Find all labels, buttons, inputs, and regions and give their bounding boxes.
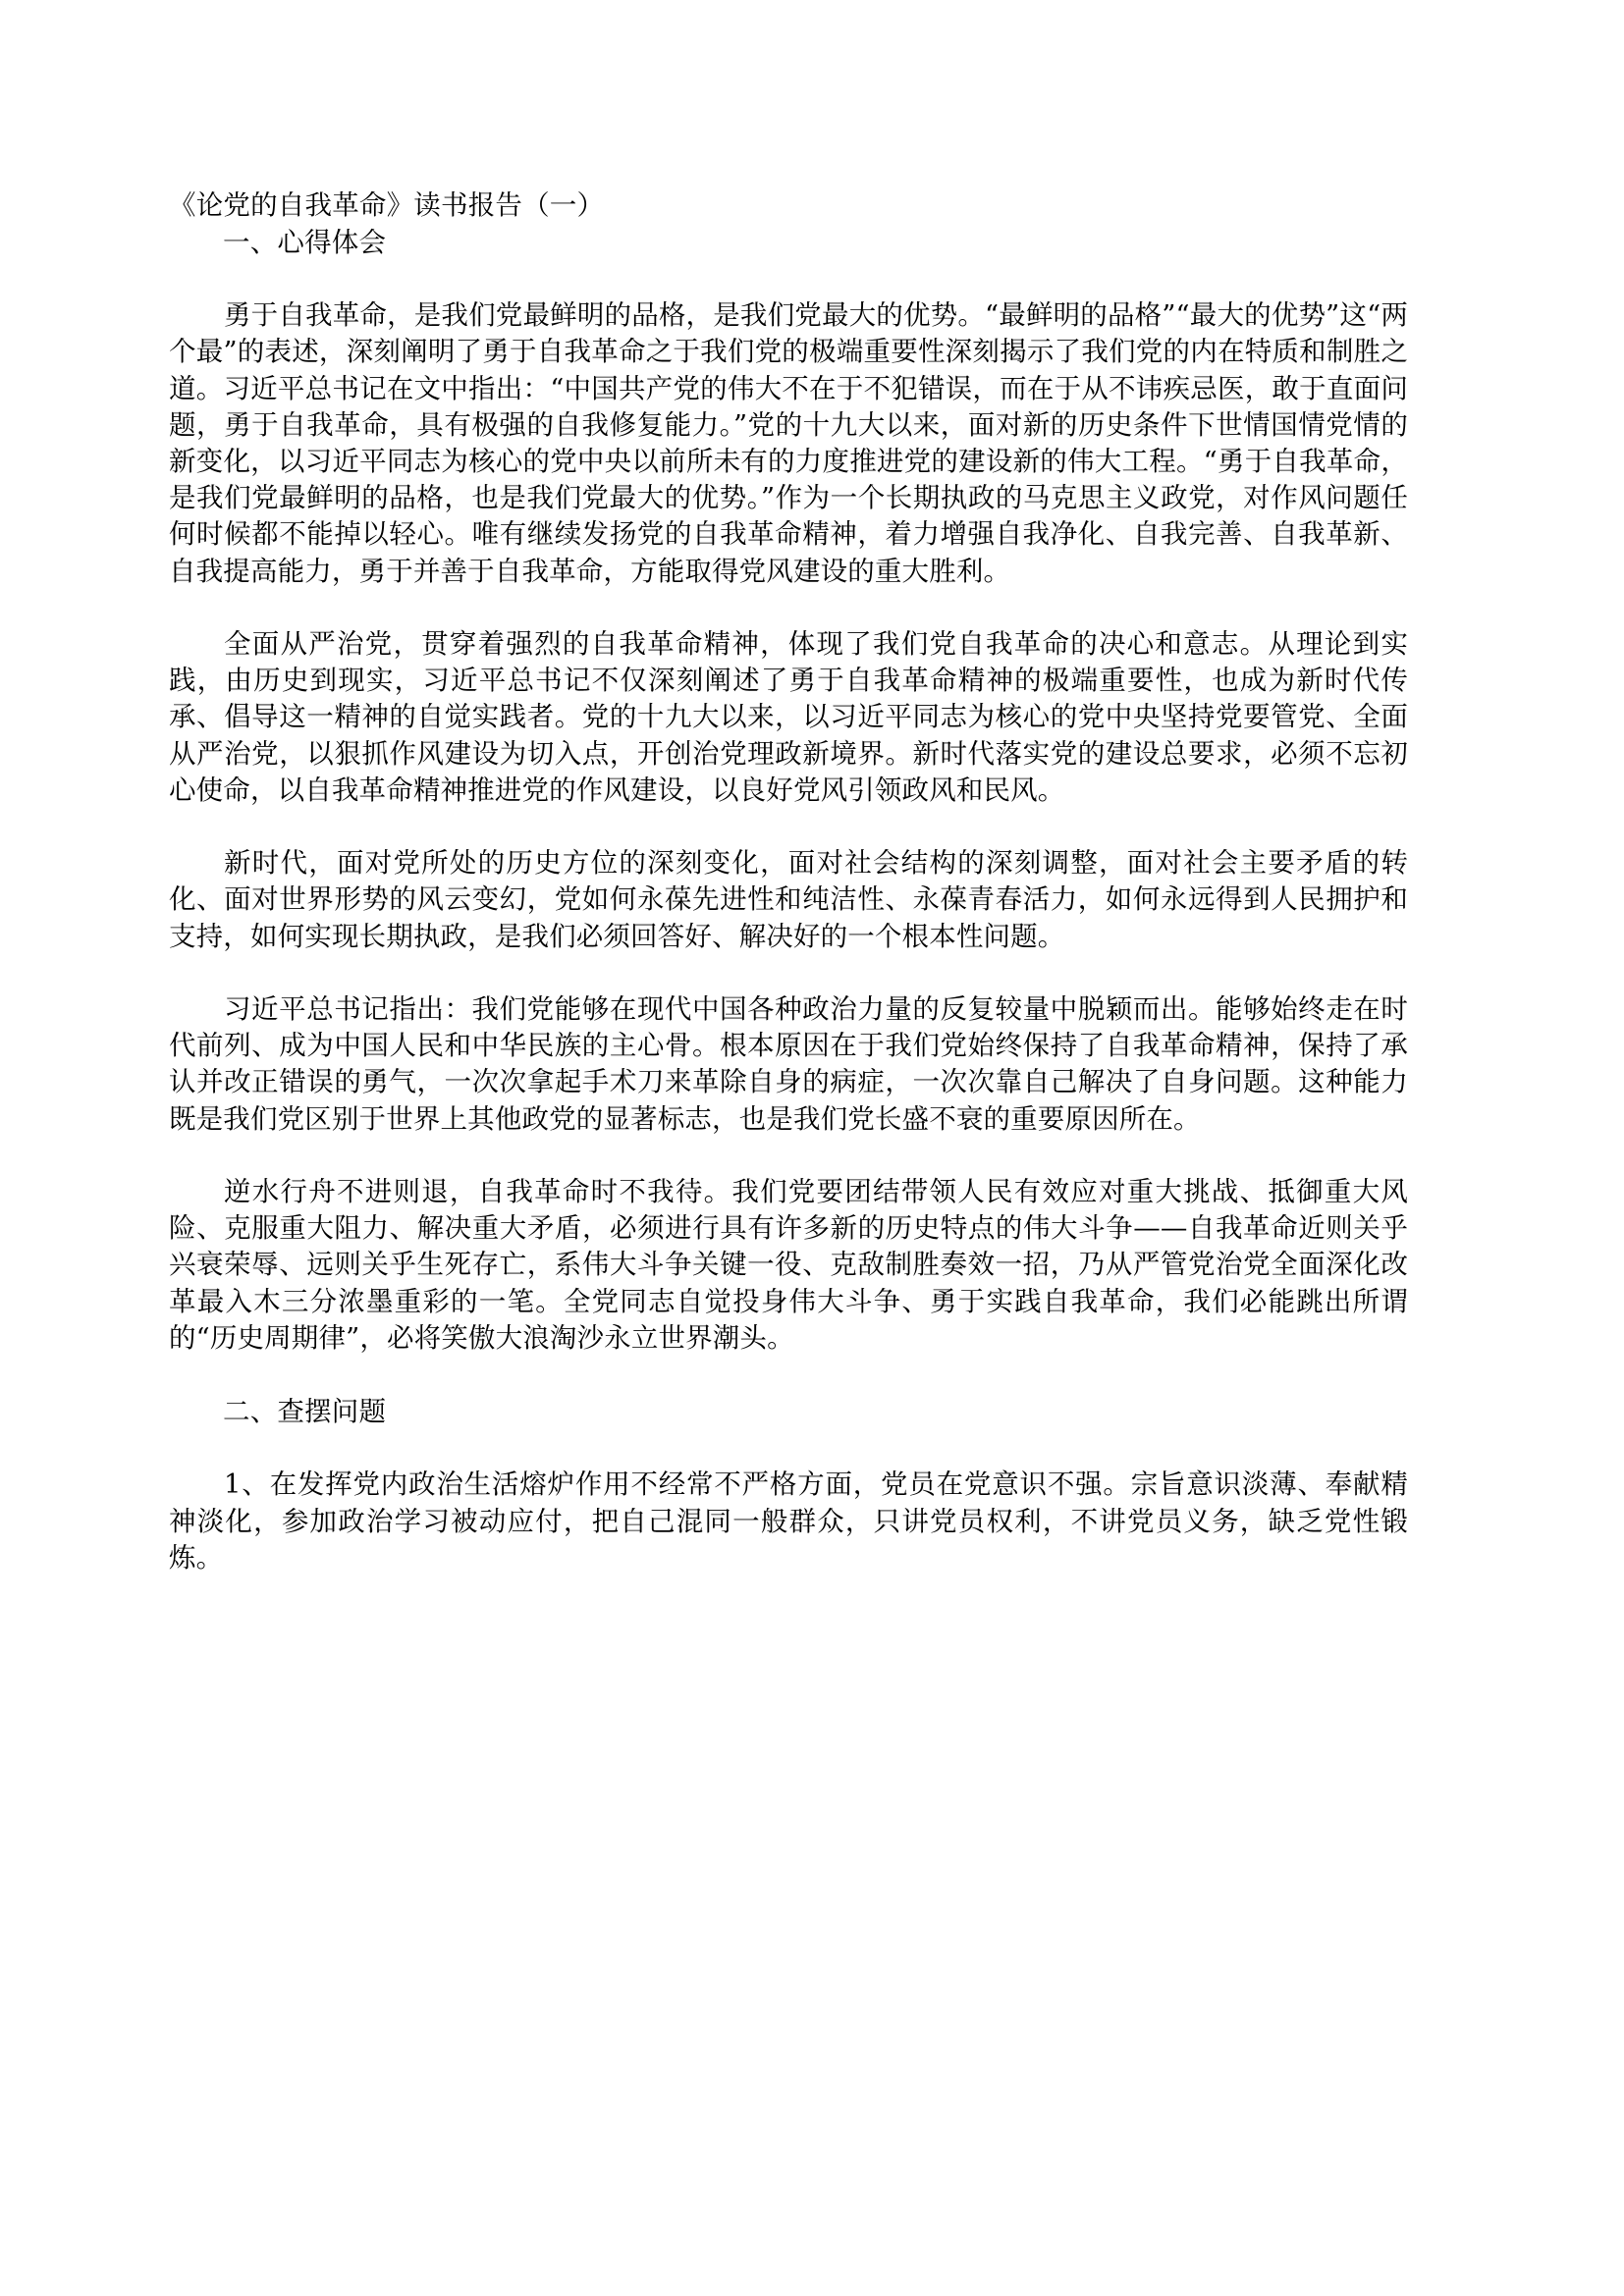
paragraph: 新时代，面对党所处的历史方位的深刻变化，面对社会结构的深刻调整，面对社会主要矛盾的转化、面对世界形势的风云变幻，党如何永葆先进性和纯洁性、永葆青春活力，如何永远得到人民拥护和支持，如何实现长期执政，是我们必须回答好、解决好的一个根本性问题。 <box>169 847 1408 952</box>
section-heading-2: 二、查摆问题 <box>223 1396 387 1428</box>
paragraph-spacer <box>169 1138 1408 1174</box>
section-heading-1: 一、心得体会 <box>223 227 387 258</box>
paragraph-spacer <box>169 1357 1408 1393</box>
paragraph-spacer <box>169 1430 1408 1467</box>
document-title: 《论党的自我革命》读书报告（一） <box>169 189 605 221</box>
paragraph-spacer <box>169 261 1408 297</box>
paragraph: 勇于自我革命，是我们党最鲜明的品格，是我们党最大的优势。“最鲜明的品格”“最大的优势”这“两个最”的表述，深刻阐明了勇于自我革命之于我们党的极端重要性深刻揭示了我们党的内在特质和制胜之道。习近平总书记在文中指出：“中国共产党的伟大不在于不犯错误，而在于从不讳疾忌医，敢于直面问题，勇于自我革命，具有极强的自我修复能力。”党的十九大以来，面对新的历史条件下世情国情党情的新变化，以习近平同志为核心的党中央以前所未有的力度推进党的建设新的伟大工程。“勇于自我革命，是我们党最鲜明的品格，也是我们党最大的优势。”作为一个长期执政的马克思主义政党，对作风问题任何时候都不能掉以轻心。唯有继续发扬党的自我革命精神，着力增强自我净化、自我完善、自我革新、自我提高能力，勇于并善于自我革命，方能取得党风建设的重大胜利。 <box>169 299 1408 587</box>
paragraph: 习近平总书记指出：我们党能够在现代中国各种政治力量的反复较量中脱颖而出。能够始终走在时代前列、成为中国人民和中华民族的主心骨。根本原因在于我们党始终保持了自我革命精神，保持了承认并改正错误的勇气，一次次拿起手术刀来革除自身的病症，一次次靠自己解决了自身问题。这种能力既是我们党区别于世界上其他政党的显著标志，也是我们党长盛不衰的重要原因所在。 <box>169 993 1408 1135</box>
paragraph-spacer <box>169 809 1408 845</box>
paragraph: 1、在发挥党内政治生活熔炉作用不经常不严格方面，党员在党意识不强。宗旨意识淡薄、奉献精神淡化，参加政治学习被动应付，把自己混同一般群众，只讲党员权利，不讲党员义务，缺乏党性锻炼。 <box>169 1468 1408 1574</box>
paragraph: 逆水行舟不进则退，自我革命时不我待。我们党要团结带领人民有效应对重大挑战、抵御重大风险、克服重大阻力、解决重大矛盾，必须进行具有许多新的历史特点的伟大斗争——自我革命近则关乎兴衰荣辱、远则关乎生死存亡，系伟大斗争关键一役、克敌制胜奏效一招，乃从严管党治党全面深化改革最入木三分浓墨重彩的一笔。全党同志自觉投身伟大斗争、勇于实践自我革命，我们必能跳出所谓的“历史周期律”，必将笑傲大浪淘沙永立世界潮头。 <box>169 1176 1408 1354</box>
document-content <box>169 187 1408 1576</box>
paragraph: 全面从严治党，贯穿着强烈的自我革命精神，体现了我们党自我革命的决心和意志。从理论到实践，由历史到现实，习近平总书记不仅深刻阐述了勇于自我革命精神的极端重要性，也成为新时代传承、倡导这一精神的自觉实践者。党的十九大以来，以习近平同志为核心的党中央坚持党要管党、全面从严治党，以狠抓作风建设为切入点，开创治党理政新境界。新时代落实党的建设总要求，必须不忘初心使命，以自我革命精神推进党的作风建设，以良好党风引领政风和民风。 <box>169 628 1408 806</box>
paragraph-spacer <box>169 590 1408 626</box>
paragraph-spacer <box>169 955 1408 991</box>
